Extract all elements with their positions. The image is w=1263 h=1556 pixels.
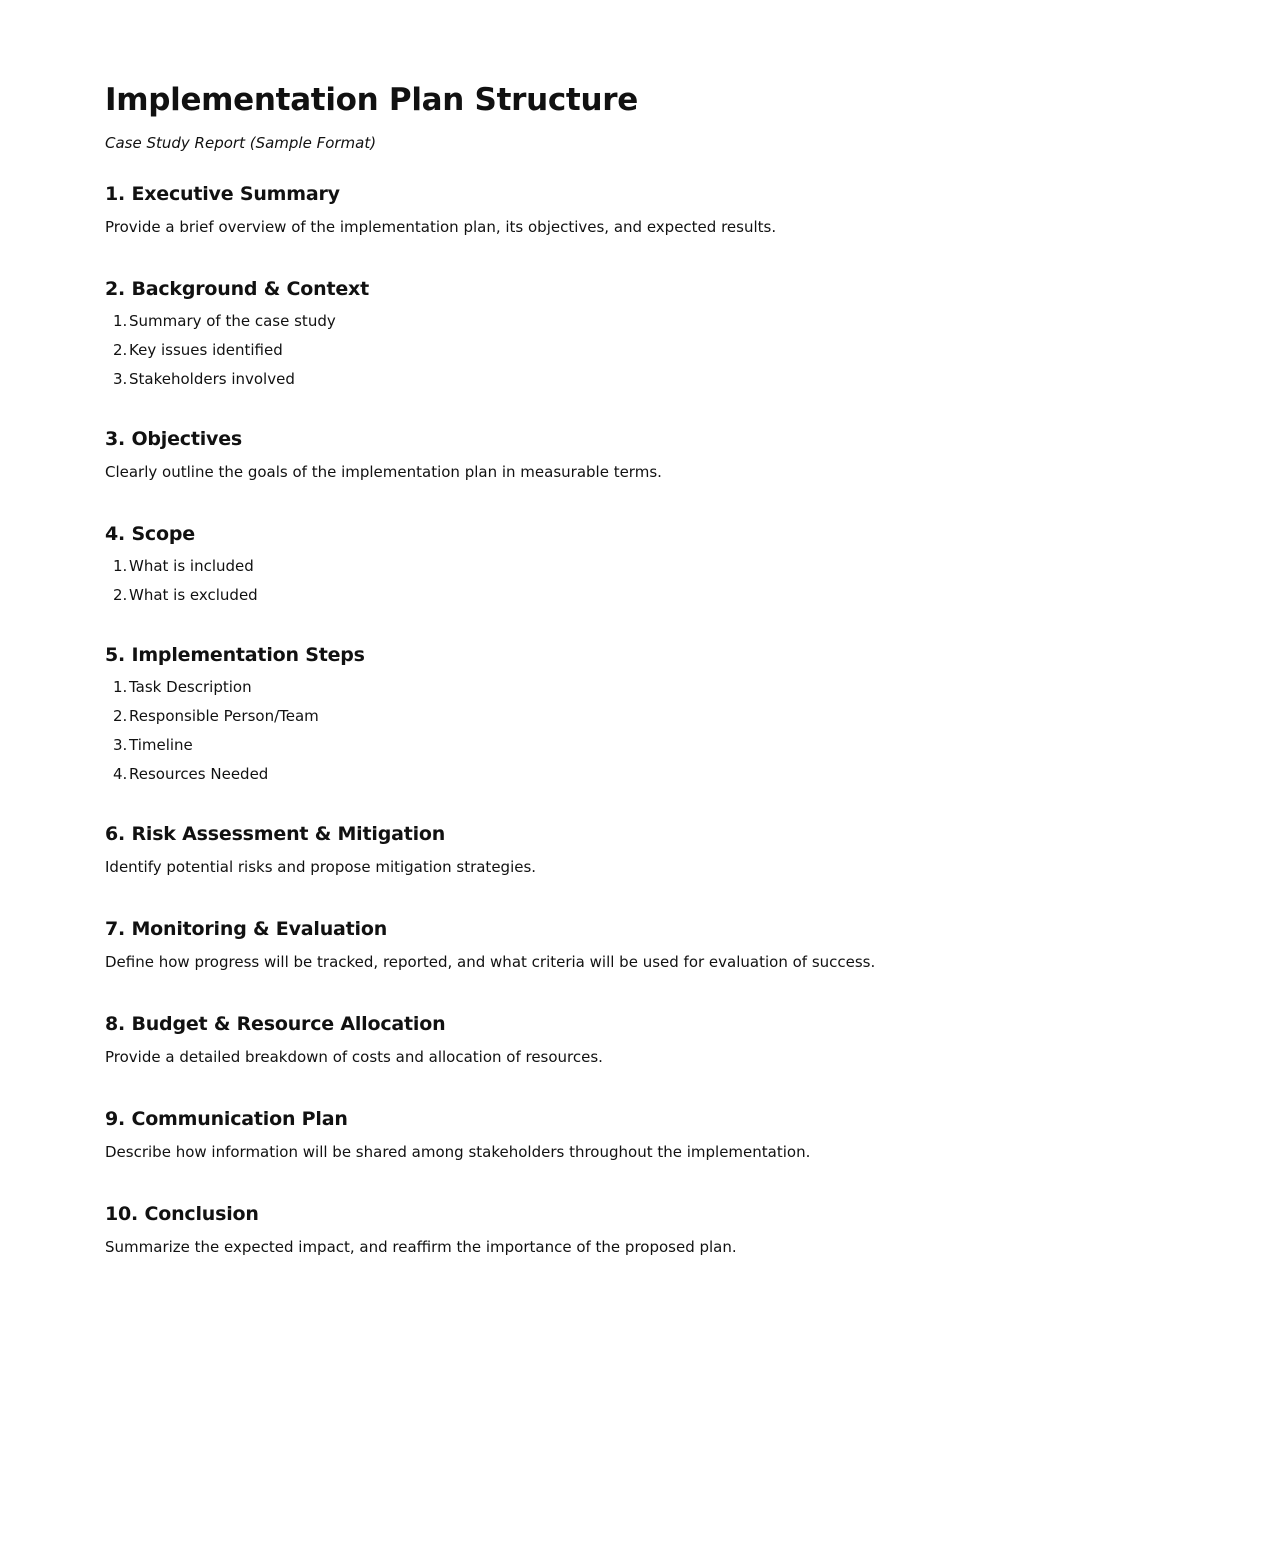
- list-item: 1. What is included: [113, 557, 254, 575]
- list-item: 3. Timeline: [113, 736, 193, 754]
- list-item-text: Responsible Person/Team: [129, 707, 319, 725]
- list-item: 2. What is excluded: [113, 586, 258, 604]
- section-heading: 9. Communication Plan: [105, 1108, 348, 1130]
- list-item: 2. Key issues identified: [113, 341, 283, 359]
- section-heading: 8. Budget & Resource Allocation: [105, 1013, 446, 1035]
- section-text: Describe how information will be shared among stakeholders throughout the implementation.: [105, 1143, 811, 1161]
- section-text: Define how progress will be tracked, reported, and what criteria will be used for evaluation of success.: [105, 953, 876, 971]
- section-risk-assessment: [105, 821, 1185, 877]
- list-item-text: Task Description: [129, 678, 252, 696]
- list-item-text: Key issues identified: [129, 341, 283, 359]
- list-item: 2. Responsible Person/Team: [113, 707, 319, 725]
- section-communication-plan: [105, 1106, 1185, 1162]
- page-title: Implementation Plan Structure: [105, 82, 638, 118]
- list-item: 4. Resources Needed: [113, 765, 269, 783]
- section-text: Summarize the expected impact, and reaffirm the importance of the proposed plan.: [105, 1238, 737, 1256]
- section-heading: 1. Executive Summary: [105, 183, 340, 205]
- section-implementation-steps: [105, 642, 1185, 793]
- list-item-text: Summary of the case study: [129, 312, 336, 330]
- section-monitoring-evaluation: [105, 916, 1185, 972]
- section-heading: 3. Objectives: [105, 428, 243, 450]
- section-text: Provide a brief overview of the implementation plan, its objectives, and expected results.: [105, 218, 777, 236]
- list-item-text: Resources Needed: [129, 765, 269, 783]
- list-item-text: What is included: [129, 557, 254, 575]
- section-budget-resource: [105, 1011, 1185, 1067]
- page-subtitle: Case Study Report (Sample Format): [105, 134, 377, 152]
- section-heading: 10. Conclusion: [105, 1203, 259, 1225]
- list-item-text: Timeline: [129, 736, 193, 754]
- list-item: 1. Summary of the case study: [113, 312, 336, 330]
- list-item-text: Stakeholders involved: [129, 370, 295, 388]
- section-heading: 4. Scope: [105, 523, 195, 545]
- list-item: 1. Task Description: [113, 678, 252, 696]
- section-conclusion: [105, 1201, 1185, 1257]
- section-heading: 7. Monitoring & Evaluation: [105, 918, 388, 940]
- section-text: Provide a detailed breakdown of costs and allocation of resources.: [105, 1048, 603, 1066]
- section-background-context: [105, 276, 1185, 398]
- list-item-text: What is excluded: [129, 586, 258, 604]
- section-heading: 6. Risk Assessment & Mitigation: [105, 823, 446, 845]
- section-text: Clearly outline the goals of the implementation plan in measurable terms.: [105, 463, 662, 481]
- section-objectives: [105, 426, 1185, 482]
- section-text: Identify potential risks and propose mitigation strategies.: [105, 858, 537, 876]
- section-list: [105, 311, 1185, 398]
- list-item: 3. Stakeholders involved: [113, 370, 295, 388]
- section-heading: 5. Implementation Steps: [105, 644, 365, 666]
- section-heading: 2. Background & Context: [105, 278, 369, 300]
- section-executive-summary: [105, 181, 1185, 237]
- section-list: [105, 677, 1185, 793]
- section-list: [105, 556, 1185, 614]
- section-scope: [105, 521, 1185, 614]
